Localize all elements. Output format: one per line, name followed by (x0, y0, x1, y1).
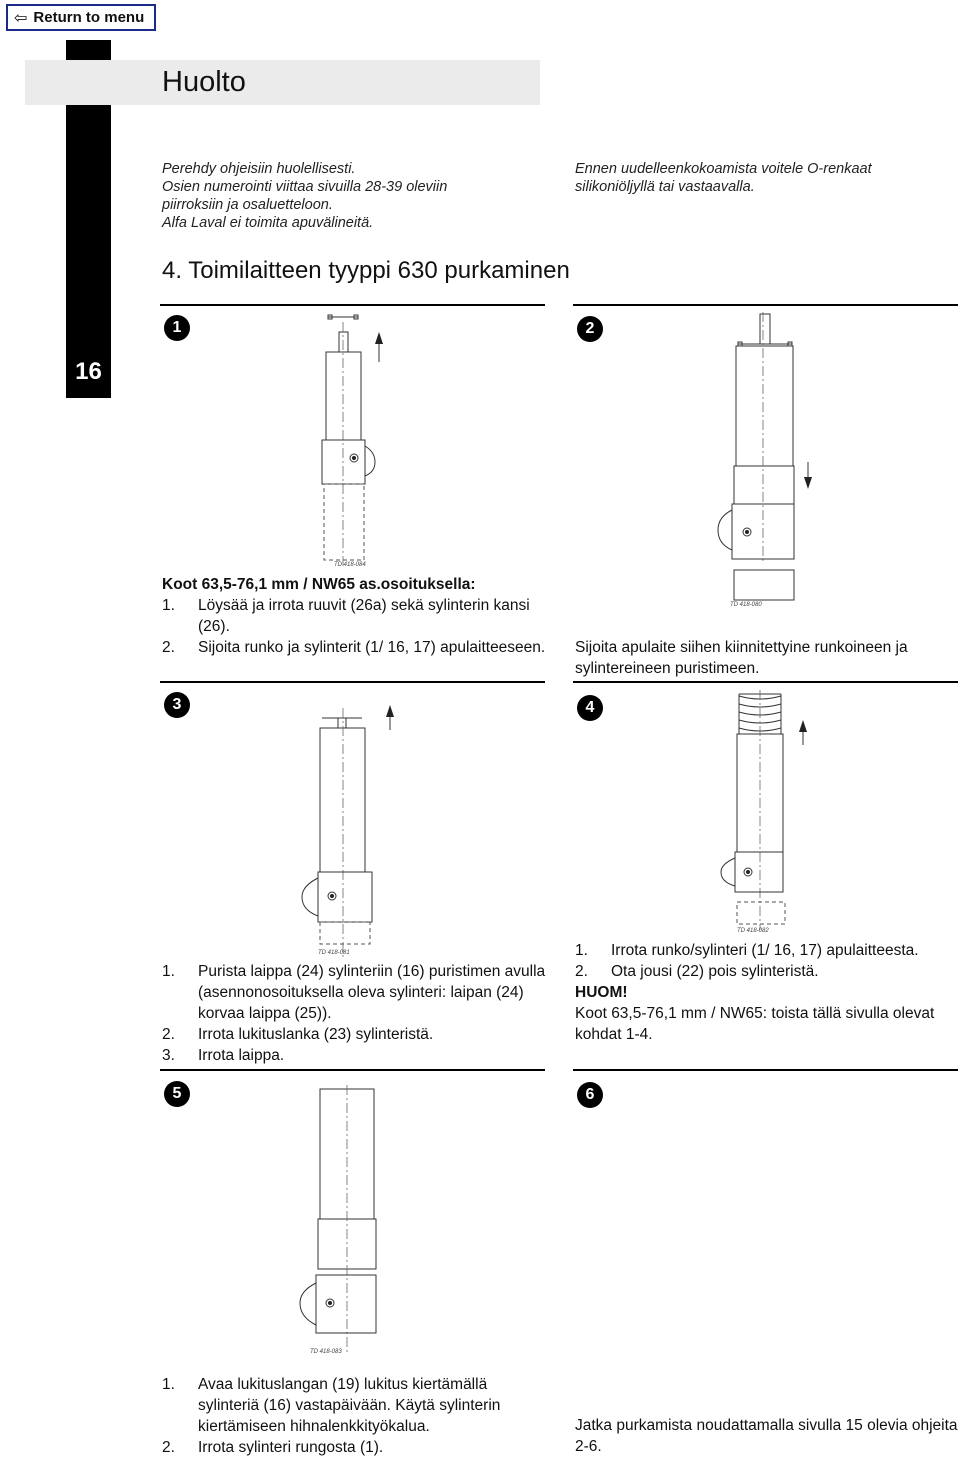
step-badge-6: 6 (577, 1082, 603, 1108)
list-item (162, 1045, 547, 1066)
intro-right-line: silikoniöljyllä tai vastaavalla. (575, 179, 755, 195)
step-5-text (162, 1374, 547, 1458)
note-label: HUOM! (575, 984, 628, 1001)
intro-left-line: Osien numerointi viittaa sivuilla 28-39 oleviin (162, 179, 448, 195)
step-badge-4: 4 (577, 695, 603, 721)
list-item (162, 637, 547, 658)
drawing-code: TD 418-081 (318, 950, 350, 956)
list-number: 3. (162, 1047, 175, 1064)
divider (160, 304, 545, 306)
list-text: Irrota runko/sylinteri (1/ 16, 17) apulaitteesta. (611, 942, 919, 959)
drawing-step-2 (700, 312, 825, 610)
drawing-code: TD 418-080 (730, 602, 762, 608)
divider (160, 681, 545, 683)
drawing-step-4 (715, 690, 815, 935)
note-text: Koot 63,5-76,1 mm / NW65: toista tällä sivulla olevat kohdat 1-4. (575, 1005, 935, 1043)
intro-right (575, 160, 955, 196)
page-title: Huolto (162, 66, 246, 98)
step-badge-3: 3 (164, 692, 190, 718)
list-item (575, 961, 960, 982)
step-1-heading: Koot 63,5-76,1 mm / NW65 as.osoituksella: (162, 576, 476, 593)
drawing-code: TD 418-083 (310, 1349, 342, 1355)
step-3-text (162, 961, 547, 1066)
list-text: Löysää ja irrota ruuvit (26a) sekä sylinterin kansi (26). (198, 597, 530, 635)
intro-left-line: Perehdy ohjeisiin huolellisesti. (162, 161, 356, 177)
page-number: 16 (75, 358, 102, 385)
divider (160, 1069, 545, 1071)
list-text: Sijoita runko ja sylinterit (1/ 16, 17) apulaitteeseen. (198, 639, 546, 656)
step-2-paragraph: Sijoita apulaite siihen kiinnitettyine runkoineen ja sylintereineen puristimeen. (575, 639, 908, 677)
drawing-code: TD 418-082 (737, 928, 769, 934)
step-2-text (575, 637, 960, 679)
list-number: 1. (162, 1376, 175, 1393)
intro-left-line: piirroksiin ja osaluetteloon. (162, 197, 333, 213)
list-item (162, 1437, 547, 1458)
arrow-left-icon: ⇦ (14, 9, 28, 27)
intro-left (162, 160, 542, 232)
return-to-menu-button[interactable] (6, 4, 156, 31)
divider (573, 304, 958, 306)
list-text: Ota jousi (22) pois sylinteristä. (611, 963, 819, 980)
list-text: Avaa lukituslangan (19) lukitus kiertämällä sylinteriä (16) vastapäivään. Käytä sylinterin kiertämiseen hihnalenkkityökalua. (198, 1376, 501, 1435)
list-text: Irrota sylinteri rungosta (1). (198, 1439, 384, 1456)
step-badge-1: 1 (164, 315, 190, 341)
section-title: 4. Toimilaitteen tyyppi 630 purkaminen (162, 257, 570, 284)
list-item (162, 1024, 547, 1045)
return-to-menu-label: Return to menu (33, 9, 145, 26)
list-text: Irrota laippa. (198, 1047, 285, 1064)
list-number: 1. (162, 597, 175, 614)
drawing-step-1 (300, 312, 410, 570)
step-6-text (575, 1415, 960, 1457)
intro-left-line: Alfa Laval ei toimita apuvälineitä. (162, 215, 374, 231)
list-number: 1. (575, 942, 588, 959)
intro-right-line: Ennen uudelleenkokoamista voitele O-renkaat (575, 161, 872, 177)
title-band (25, 60, 540, 105)
list-item (575, 940, 960, 961)
list-number: 1. (162, 963, 175, 980)
list-number: 2. (162, 1439, 175, 1456)
step-badge-2: 2 (577, 316, 603, 342)
step-1-text (162, 574, 547, 658)
drawing-step-5 (292, 1085, 402, 1360)
list-item (162, 961, 547, 1024)
list-number: 2. (162, 1026, 175, 1043)
list-item (162, 595, 547, 637)
step-badge-5: 5 (164, 1081, 190, 1107)
step-6-paragraph: Jatka purkamista noudattamalla sivulla 15 olevia ohjeita 2-6. (575, 1417, 958, 1455)
list-number: 2. (575, 963, 588, 980)
list-text: Purista laippa (24) sylinteriin (16) puristimen avulla (asennonosoituksella oleva sylinteri: laipan (24) korvaa laippa (25)). (198, 963, 546, 1022)
step-4-text (575, 940, 960, 1045)
divider (573, 681, 958, 683)
drawing-step-3 (290, 700, 405, 960)
list-number: 2. (162, 639, 175, 656)
drawing-code: TD 418-084 (334, 562, 366, 568)
list-item (162, 1374, 547, 1437)
list-text: Irrota lukituslanka (23) sylinteristä. (198, 1026, 434, 1043)
divider (573, 1069, 958, 1071)
